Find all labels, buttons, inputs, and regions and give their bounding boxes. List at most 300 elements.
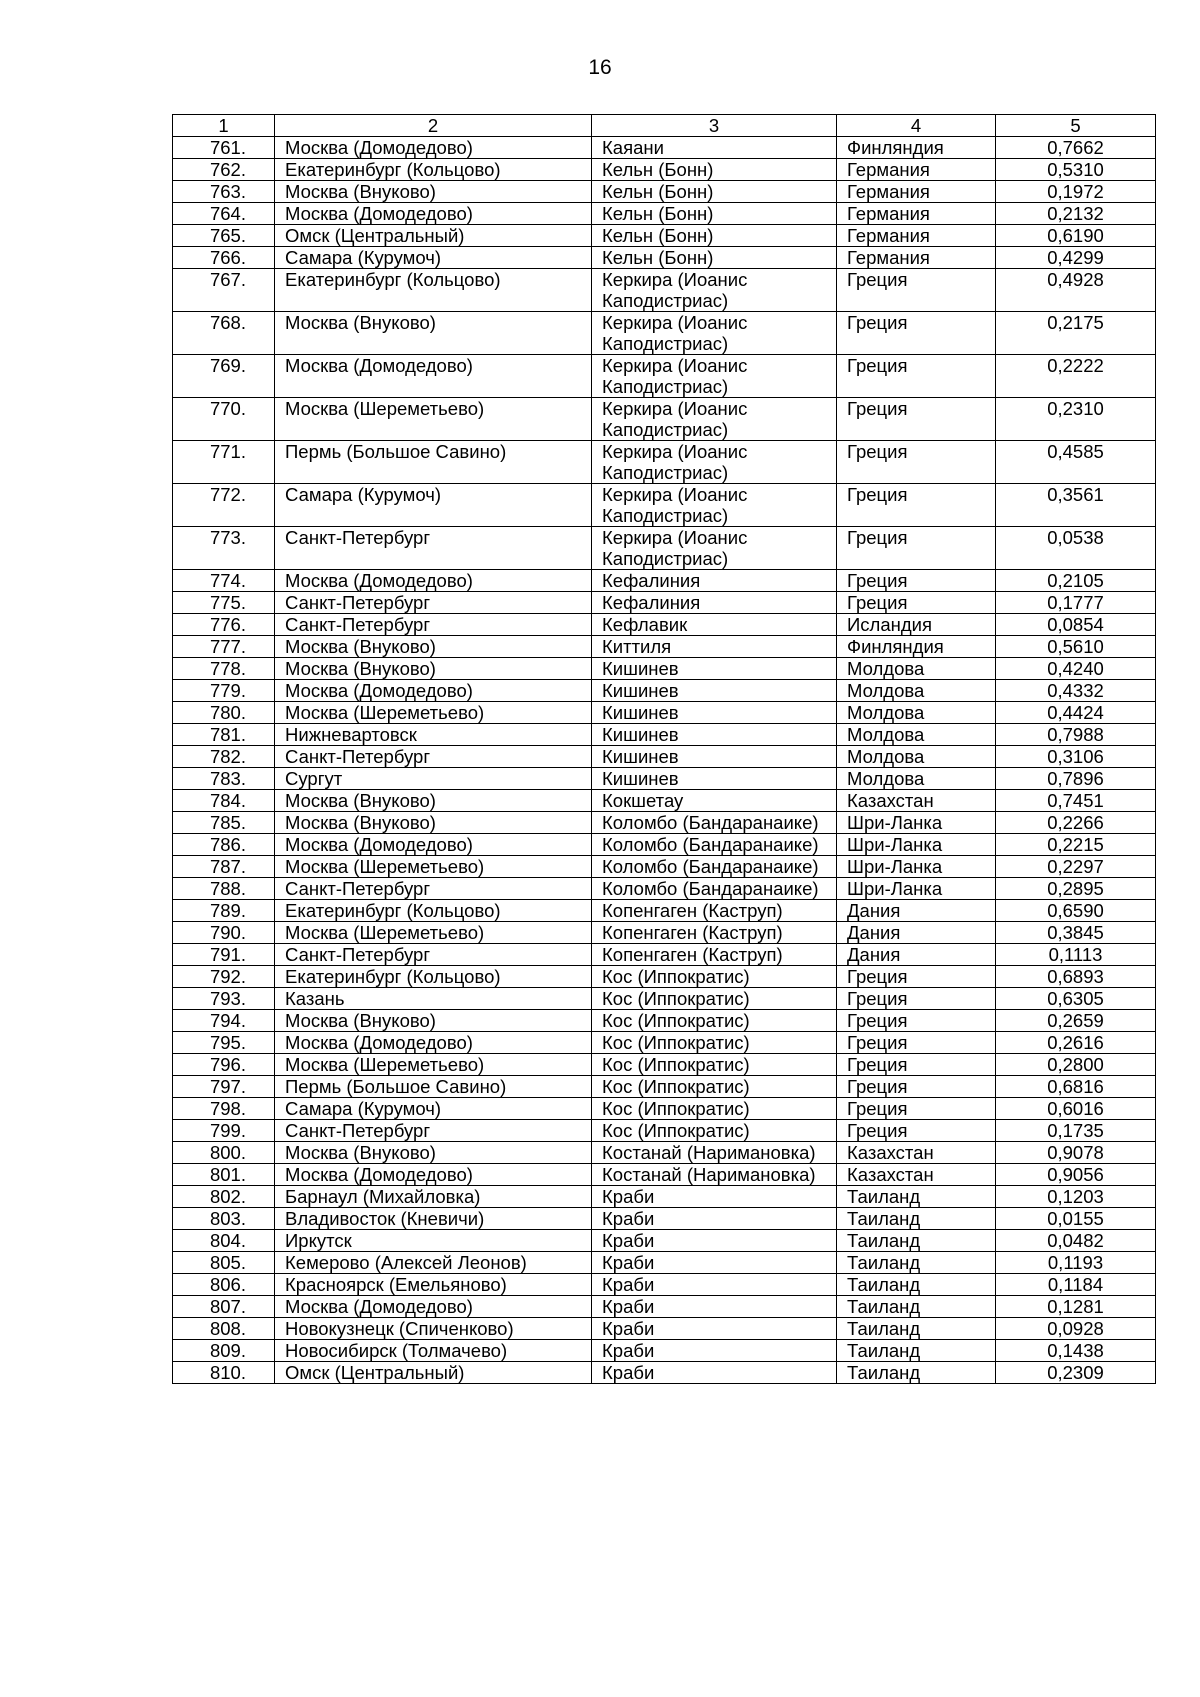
departure-airport-cell: Нижневартовск [275,724,592,746]
destination-airport-cell: Кокшетау [592,790,837,812]
table-row [173,570,1156,592]
table-row [173,592,1156,614]
country-cell: Дания [837,900,996,922]
coefficient-cell: 0,7988 [996,724,1156,746]
country-cell: Исландия [837,614,996,636]
row-number-cell: 762. [173,159,275,181]
row-number-cell: 773. [173,527,275,570]
table-row [173,484,1156,527]
row-number-cell: 780. [173,702,275,724]
country-cell: Греция [837,484,996,527]
country-cell: Греция [837,1010,996,1032]
row-number-cell: 789. [173,900,275,922]
column-header-2: 2 [275,115,592,137]
destination-airport-cell: Коломбо (Бандаранаике) [592,856,837,878]
country-cell: Германия [837,203,996,225]
row-number-cell: 805. [173,1252,275,1274]
row-number-cell: 771. [173,441,275,484]
destination-airport-cell: Копенгаген (Каструп) [592,944,837,966]
destination-airport-cell: Кельн (Бонн) [592,225,837,247]
coefficient-cell: 0,2616 [996,1032,1156,1054]
coefficient-cell: 0,2310 [996,398,1156,441]
destination-airport-cell: Кефлавик [592,614,837,636]
table-row [173,988,1156,1010]
destination-airport-cell: Кишинев [592,702,837,724]
table-row [173,355,1156,398]
country-cell: Молдова [837,680,996,702]
routes-table [172,114,1156,1384]
destination-airport-cell: Копенгаген (Каструп) [592,900,837,922]
table-row [173,1252,1156,1274]
table-row [173,1186,1156,1208]
destination-airport-cell: Кефалиния [592,570,837,592]
departure-airport-cell: Москва (Внуково) [275,790,592,812]
table-row [173,1098,1156,1120]
row-number-cell: 788. [173,878,275,900]
table-row [173,1340,1156,1362]
country-cell: Греция [837,966,996,988]
coefficient-cell: 0,1193 [996,1252,1156,1274]
row-number-cell: 802. [173,1186,275,1208]
departure-airport-cell: Санкт-Петербург [275,1120,592,1142]
row-number-cell: 799. [173,1120,275,1142]
row-number-cell: 781. [173,724,275,746]
row-number-cell: 778. [173,658,275,680]
coefficient-cell: 0,6590 [996,900,1156,922]
departure-airport-cell: Москва (Шереметьево) [275,922,592,944]
destination-airport-cell: Киттиля [592,636,837,658]
coefficient-cell: 0,2132 [996,203,1156,225]
row-number-cell: 768. [173,312,275,355]
coefficient-cell: 0,1113 [996,944,1156,966]
table-row [173,1120,1156,1142]
country-cell: Греция [837,1054,996,1076]
coefficient-cell: 0,1203 [996,1186,1156,1208]
coefficient-cell: 0,0928 [996,1318,1156,1340]
row-number-cell: 804. [173,1230,275,1252]
departure-airport-cell: Барнаул (Михайловка) [275,1186,592,1208]
departure-airport-cell: Москва (Домодедово) [275,1032,592,1054]
column-header-3: 3 [592,115,837,137]
coefficient-cell: 0,4240 [996,658,1156,680]
country-cell: Таиланд [837,1208,996,1230]
coefficient-cell: 0,1735 [996,1120,1156,1142]
table-row [173,614,1156,636]
coefficient-cell: 0,2215 [996,834,1156,856]
coefficient-cell: 0,2175 [996,312,1156,355]
table-row [173,636,1156,658]
row-number-cell: 770. [173,398,275,441]
destination-airport-cell: Костанай (Наримановка) [592,1164,837,1186]
row-number-cell: 795. [173,1032,275,1054]
departure-airport-cell: Пермь (Большое Савино) [275,1076,592,1098]
destination-airport-cell: Кос (Иппократис) [592,1098,837,1120]
coefficient-cell: 0,6893 [996,966,1156,988]
departure-airport-cell: Екатеринбург (Кольцово) [275,900,592,922]
destination-airport-cell: Коломбо (Бандаранаике) [592,878,837,900]
row-number-cell: 807. [173,1296,275,1318]
destination-airport-cell: Кос (Иппократис) [592,966,837,988]
table-row [173,137,1156,159]
coefficient-cell: 0,7451 [996,790,1156,812]
country-cell: Казахстан [837,1142,996,1164]
column-header-1: 1 [173,115,275,137]
row-number-cell: 779. [173,680,275,702]
coefficient-cell: 0,2222 [996,355,1156,398]
country-cell: Греция [837,312,996,355]
departure-airport-cell: Москва (Внуково) [275,1142,592,1164]
country-cell: Шри-Ланка [837,834,996,856]
table-row [173,768,1156,790]
row-number-cell: 796. [173,1054,275,1076]
departure-airport-cell: Пермь (Большое Савино) [275,441,592,484]
column-header-5: 5 [996,115,1156,137]
row-number-cell: 793. [173,988,275,1010]
departure-airport-cell: Москва (Внуково) [275,181,592,203]
row-number-cell: 784. [173,790,275,812]
departure-airport-cell: Санкт-Петербург [275,527,592,570]
destination-airport-cell: Кос (Иппократис) [592,1032,837,1054]
table-row [173,922,1156,944]
table-row [173,1296,1156,1318]
country-cell: Дания [837,944,996,966]
table-row [173,900,1156,922]
table-row [173,1032,1156,1054]
departure-airport-cell: Кемерово (Алексей Леонов) [275,1252,592,1274]
destination-airport-cell: Кос (Иппократис) [592,1010,837,1032]
departure-airport-cell: Москва (Домодедово) [275,680,592,702]
country-cell: Греция [837,988,996,1010]
country-cell: Таиланд [837,1318,996,1340]
departure-airport-cell: Санкт-Петербург [275,592,592,614]
destination-airport-cell: Керкира (Иоанис Каподистриас) [592,398,837,441]
country-cell: Греция [837,592,996,614]
destination-airport-cell: Кельн (Бонн) [592,247,837,269]
country-cell: Греция [837,1120,996,1142]
country-cell: Таиланд [837,1362,996,1384]
destination-airport-cell: Краби [592,1340,837,1362]
row-number-cell: 774. [173,570,275,592]
coefficient-cell: 0,2309 [996,1362,1156,1384]
row-number-cell: 766. [173,247,275,269]
coefficient-cell: 0,2105 [996,570,1156,592]
table-row [173,441,1156,484]
table-row [173,225,1156,247]
destination-airport-cell: Кефалиния [592,592,837,614]
row-number-cell: 806. [173,1274,275,1296]
departure-airport-cell: Самара (Курумоч) [275,484,592,527]
destination-airport-cell: Керкира (Иоанис Каподистриас) [592,355,837,398]
coefficient-cell: 0,7662 [996,137,1156,159]
departure-airport-cell: Москва (Внуково) [275,636,592,658]
destination-airport-cell: Керкира (Иоанис Каподистриас) [592,269,837,312]
destination-airport-cell: Костанай (Наримановка) [592,1142,837,1164]
destination-airport-cell: Кишинев [592,768,837,790]
destination-airport-cell: Краби [592,1362,837,1384]
country-cell: Таиланд [837,1252,996,1274]
country-cell: Германия [837,225,996,247]
row-number-cell: 785. [173,812,275,834]
departure-airport-cell: Москва (Шереметьево) [275,702,592,724]
table-row [173,1010,1156,1032]
destination-airport-cell: Кос (Иппократис) [592,988,837,1010]
departure-airport-cell: Красноярск (Емельяново) [275,1274,592,1296]
country-cell: Таиланд [837,1274,996,1296]
table-row [173,398,1156,441]
row-number-cell: 764. [173,203,275,225]
coefficient-cell: 0,9056 [996,1164,1156,1186]
departure-airport-cell: Москва (Домодедово) [275,1164,592,1186]
table-row [173,247,1156,269]
row-number-cell: 787. [173,856,275,878]
departure-airport-cell: Омск (Центральный) [275,225,592,247]
table-row [173,1318,1156,1340]
departure-airport-cell: Москва (Шереметьево) [275,856,592,878]
destination-airport-cell: Краби [592,1230,837,1252]
destination-airport-cell: Кельн (Бонн) [592,203,837,225]
destination-airport-cell: Керкира (Иоанис Каподистриас) [592,312,837,355]
table-row [173,790,1156,812]
departure-airport-cell: Сургут [275,768,592,790]
coefficient-cell: 0,1777 [996,592,1156,614]
country-cell: Таиланд [837,1340,996,1362]
table-row [173,724,1156,746]
table-row [173,1274,1156,1296]
table-row [173,1362,1156,1384]
row-number-cell: 809. [173,1340,275,1362]
country-cell: Греция [837,398,996,441]
departure-airport-cell: Самара (Курумоч) [275,247,592,269]
departure-airport-cell: Москва (Домодедово) [275,355,592,398]
row-number-cell: 801. [173,1164,275,1186]
row-number-cell: 808. [173,1318,275,1340]
departure-airport-cell: Самара (Курумоч) [275,1098,592,1120]
departure-airport-cell: Москва (Внуково) [275,312,592,355]
departure-airport-cell: Санкт-Петербург [275,944,592,966]
departure-airport-cell: Владивосток (Кневичи) [275,1208,592,1230]
country-cell: Молдова [837,724,996,746]
coefficient-cell: 0,1281 [996,1296,1156,1318]
table-body [173,137,1156,1384]
destination-airport-cell: Керкира (Иоанис Каподистриас) [592,484,837,527]
table-row [173,269,1156,312]
departure-airport-cell: Санкт-Петербург [275,878,592,900]
country-cell: Казахстан [837,1164,996,1186]
country-cell: Молдова [837,702,996,724]
departure-airport-cell: Москва (Внуково) [275,1010,592,1032]
table-row [173,1230,1156,1252]
coefficient-cell: 0,9078 [996,1142,1156,1164]
table-row [173,181,1156,203]
row-number-cell: 767. [173,269,275,312]
coefficient-cell: 0,4332 [996,680,1156,702]
coefficient-cell: 0,2659 [996,1010,1156,1032]
destination-airport-cell: Кишинев [592,658,837,680]
coefficient-cell: 0,0482 [996,1230,1156,1252]
coefficient-cell: 0,6190 [996,225,1156,247]
table-row [173,812,1156,834]
destination-airport-cell: Кишинев [592,724,837,746]
row-number-cell: 782. [173,746,275,768]
coefficient-cell: 0,4585 [996,441,1156,484]
departure-airport-cell: Москва (Домодедово) [275,203,592,225]
coefficient-cell: 0,1972 [996,181,1156,203]
coefficient-cell: 0,1184 [996,1274,1156,1296]
country-cell: Шри-Ланка [837,856,996,878]
country-cell: Греция [837,1098,996,1120]
row-number-cell: 786. [173,834,275,856]
departure-airport-cell: Москва (Внуково) [275,658,592,680]
coefficient-cell: 0,5610 [996,636,1156,658]
coefficient-cell: 0,4928 [996,269,1156,312]
country-cell: Греция [837,269,996,312]
table-row [173,856,1156,878]
country-cell: Греция [837,527,996,570]
row-number-cell: 797. [173,1076,275,1098]
table-row [173,746,1156,768]
row-number-cell: 776. [173,614,275,636]
destination-airport-cell: Краби [592,1252,837,1274]
table-row [173,966,1156,988]
departure-airport-cell: Москва (Шереметьево) [275,1054,592,1076]
destination-airport-cell: Краби [592,1208,837,1230]
departure-airport-cell: Санкт-Петербург [275,746,592,768]
departure-airport-cell: Омск (Центральный) [275,1362,592,1384]
departure-airport-cell: Санкт-Петербург [275,614,592,636]
table-row [173,1076,1156,1098]
coefficient-cell: 0,3106 [996,746,1156,768]
destination-airport-cell: Керкира (Иоанис Каподистриас) [592,527,837,570]
departure-airport-cell: Москва (Шереметьево) [275,398,592,441]
coefficient-cell: 0,6816 [996,1076,1156,1098]
departure-airport-cell: Екатеринбург (Кольцово) [275,966,592,988]
table-row [173,680,1156,702]
destination-airport-cell: Кишинев [592,746,837,768]
destination-airport-cell: Коломбо (Бандаранаике) [592,834,837,856]
column-header-4: 4 [837,115,996,137]
destination-airport-cell: Краби [592,1296,837,1318]
destination-airport-cell: Кельн (Бонн) [592,159,837,181]
country-cell: Молдова [837,768,996,790]
departure-airport-cell: Казань [275,988,592,1010]
row-number-cell: 777. [173,636,275,658]
country-cell: Шри-Ланка [837,812,996,834]
coefficient-cell: 0,2266 [996,812,1156,834]
destination-airport-cell: Копенгаген (Каструп) [592,922,837,944]
coefficient-cell: 0,5310 [996,159,1156,181]
row-number-cell: 790. [173,922,275,944]
table-row [173,834,1156,856]
destination-airport-cell: Краби [592,1186,837,1208]
table-row [173,1208,1156,1230]
destination-airport-cell: Кос (Иппократис) [592,1054,837,1076]
coefficient-cell: 0,2800 [996,1054,1156,1076]
coefficient-cell: 0,2297 [996,856,1156,878]
country-cell: Молдова [837,746,996,768]
row-number-cell: 765. [173,225,275,247]
destination-airport-cell: Каяани [592,137,837,159]
row-number-cell: 772. [173,484,275,527]
country-cell: Таиланд [837,1296,996,1318]
row-number-cell: 792. [173,966,275,988]
country-cell: Греция [837,355,996,398]
row-number-cell: 794. [173,1010,275,1032]
row-number-cell: 800. [173,1142,275,1164]
row-number-cell: 763. [173,181,275,203]
country-cell: Молдова [837,658,996,680]
destination-airport-cell: Кишинев [592,680,837,702]
table-row [173,312,1156,355]
country-cell: Германия [837,247,996,269]
coefficient-cell: 0,1438 [996,1340,1156,1362]
country-cell: Финляндия [837,636,996,658]
row-number-cell: 803. [173,1208,275,1230]
destination-airport-cell: Керкира (Иоанис Каподистриас) [592,441,837,484]
destination-airport-cell: Краби [592,1318,837,1340]
country-cell: Таиланд [837,1186,996,1208]
destination-airport-cell: Кос (Иппократис) [592,1076,837,1098]
departure-airport-cell: Москва (Внуково) [275,812,592,834]
departure-airport-cell: Новокузнецк (Спиченково) [275,1318,592,1340]
country-cell: Казахстан [837,790,996,812]
country-cell: Греция [837,1076,996,1098]
table-row [173,944,1156,966]
row-number-cell: 798. [173,1098,275,1120]
row-number-cell: 810. [173,1362,275,1384]
row-number-cell: 761. [173,137,275,159]
table-row [173,527,1156,570]
table-row [173,658,1156,680]
country-cell: Дания [837,922,996,944]
departure-airport-cell: Иркутск [275,1230,592,1252]
destination-airport-cell: Кельн (Бонн) [592,181,837,203]
destination-airport-cell: Коломбо (Бандаранаике) [592,812,837,834]
coefficient-cell: 0,6305 [996,988,1156,1010]
row-number-cell: 783. [173,768,275,790]
coefficient-cell: 0,4424 [996,702,1156,724]
departure-airport-cell: Москва (Домодедово) [275,137,592,159]
table-row [173,878,1156,900]
row-number-cell: 775. [173,592,275,614]
table-row [173,1142,1156,1164]
header-row [173,115,1156,137]
table-row [173,159,1156,181]
coefficient-cell: 0,4299 [996,247,1156,269]
table-row [173,1054,1156,1076]
country-cell: Германия [837,181,996,203]
departure-airport-cell: Москва (Домодедово) [275,1296,592,1318]
coefficient-cell: 0,7896 [996,768,1156,790]
coefficient-cell: 0,6016 [996,1098,1156,1120]
departure-airport-cell: Москва (Домодедово) [275,570,592,592]
page-number: 16 [588,56,612,79]
coefficient-cell: 0,0538 [996,527,1156,570]
table-row [173,1164,1156,1186]
table-row [173,203,1156,225]
destination-airport-cell: Кос (Иппократис) [592,1120,837,1142]
country-cell: Греция [837,441,996,484]
country-cell: Германия [837,159,996,181]
coefficient-cell: 0,3845 [996,922,1156,944]
departure-airport-cell: Екатеринбург (Кольцово) [275,159,592,181]
row-number-cell: 791. [173,944,275,966]
departure-airport-cell: Екатеринбург (Кольцово) [275,269,592,312]
country-cell: Шри-Ланка [837,878,996,900]
coefficient-cell: 0,2895 [996,878,1156,900]
row-number-cell: 769. [173,355,275,398]
departure-airport-cell: Москва (Домодедово) [275,834,592,856]
country-cell: Финляндия [837,137,996,159]
